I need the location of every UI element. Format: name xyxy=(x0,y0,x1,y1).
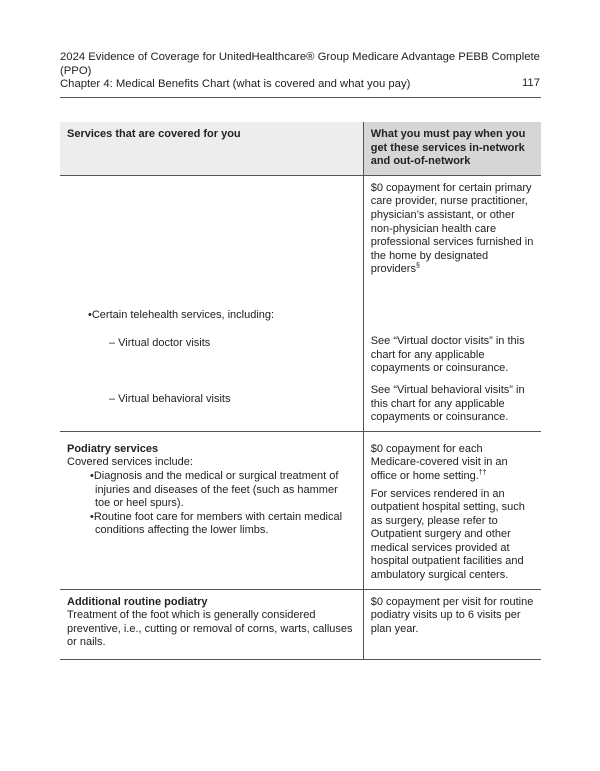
podiatry-bullet: •Routine foot care for members with certain medical conditions affecting the lower limbs. xyxy=(90,510,343,537)
header-divider xyxy=(60,97,541,98)
routine-podiatry-pay: $0 copayment per visit for routine podiatry visits up to 6 visits per plan year. xyxy=(363,589,541,659)
virtual-behavioral-item: – Virtual behavioral visits xyxy=(109,393,231,406)
routine-podiatry-desc: Treatment of the foot which is generally considered preventive, i.e., cutting or removal of corns, warts, calluses or nails. xyxy=(67,609,353,649)
podiatry-bullet: •Diagnosis and the medical or surgical treatment of injuries and diseases of the feet (such as hammer toe or heel spurs). xyxy=(90,469,339,510)
telehealth-bullet: •Certain telehealth services, including: xyxy=(88,308,275,321)
running-header xyxy=(60,51,540,92)
podiatry-pay: $0 copayment for each Medicare-covered visit in an office or home setting.†† xyxy=(370,442,508,482)
routine-podiatry-title: Additional routine podiatry xyxy=(67,595,208,608)
table-row xyxy=(60,431,541,589)
document-title: 2024 Evidence of Coverage for UnitedHealthcare® Group Medicare Advantage PEBB Complete (PPO) xyxy=(60,51,540,77)
virtual-behavioral-pay: See “Virtual behavioral visits” in this chart for any applicable copayments or coinsurance. xyxy=(370,383,525,424)
virtual-doctor-pay: See “Virtual doctor visits” in this chart for any applicable copayments or coinsurance. xyxy=(370,334,525,375)
table-row xyxy=(60,175,541,431)
podiatry-title: Podiatry services xyxy=(67,442,159,455)
podiatry-intro: Covered services include: xyxy=(67,456,193,469)
virtual-doctor-item: – Virtual doctor visits xyxy=(109,337,211,350)
page-number: 117 xyxy=(521,77,540,89)
home-services-pay: $0 copayment for certain primary care provider, nurse practitioner, physician’s assistant, or other non-physician health care professional services furnished in the home by designated providers§ xyxy=(370,181,534,276)
column-header-pay: What you must pay when you get these services in-network and out-of-network xyxy=(363,122,541,175)
table-header-row xyxy=(60,122,541,175)
table-row xyxy=(60,589,541,659)
outpatient-note: For services rendered in an outpatient hospital setting, such as surgery, please refer to Outpatient surgery and other medical services provided at hospital outpatient facilities and ambulatory surgical centers. xyxy=(370,487,525,582)
column-header-services: Services that are covered for you xyxy=(60,122,363,175)
chapter-title: Chapter 4: Medical Benefits Chart (what is covered and what you pay) xyxy=(60,78,411,90)
benefits-table xyxy=(60,122,541,660)
